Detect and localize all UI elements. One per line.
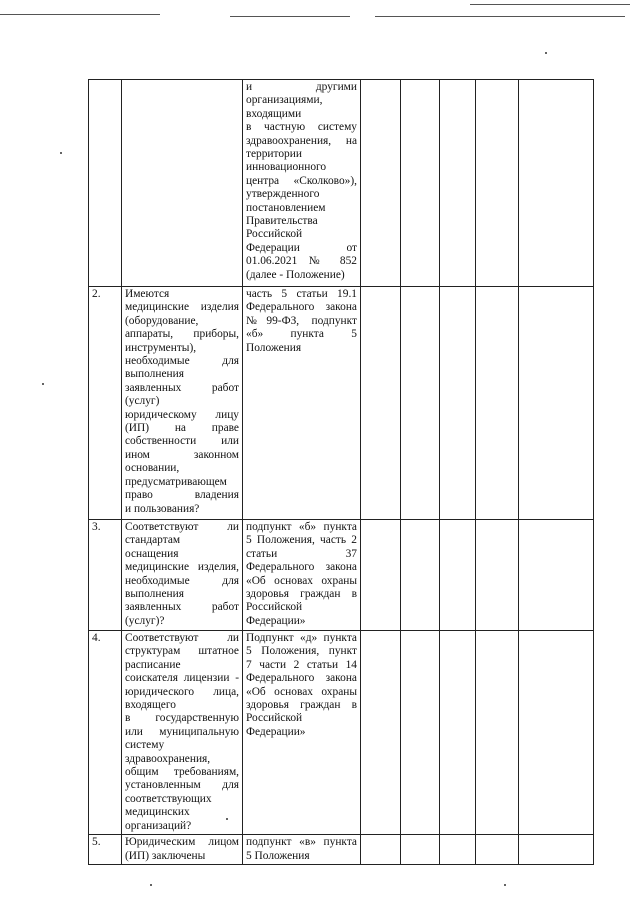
row-number: 3. xyxy=(89,520,122,631)
question-line: соискателя лицензии - xyxy=(125,672,239,685)
question-line: право владения xyxy=(125,489,239,502)
empty-answer-cell xyxy=(519,287,594,520)
row-number: 4. xyxy=(89,631,122,835)
question-line: аппараты, приборы, xyxy=(125,328,239,341)
requirement-question xyxy=(122,287,243,520)
question-line: (ИП) на праве xyxy=(125,422,239,435)
question-line: соответствующих xyxy=(125,792,212,805)
question-line: структурам штатное xyxy=(125,645,239,658)
question-line: необходимые для xyxy=(125,574,239,587)
question-line: (услуг)? xyxy=(125,614,165,627)
question-line: (услуг) xyxy=(125,395,160,408)
reference-line: подпункт «б» пункта xyxy=(246,521,357,533)
empty-answer-cell xyxy=(361,520,401,631)
reference-line: Федерации от xyxy=(246,241,357,254)
reference-line: Федерального закона xyxy=(246,561,357,574)
empty-answer-cell xyxy=(401,631,440,835)
empty-answer-cell xyxy=(519,520,594,631)
question-line: заявленных работ xyxy=(125,601,239,614)
question-line: выполнения xyxy=(125,588,184,601)
reference-line: подпункт «в» пункта xyxy=(246,836,357,849)
table-row xyxy=(89,287,594,520)
empty-answer-cell xyxy=(401,287,440,520)
reference-line: входящими xyxy=(246,107,302,120)
requirement-question xyxy=(122,520,243,631)
question-line: Соответствуют ли xyxy=(125,521,239,533)
empty-answer-cell xyxy=(361,835,401,865)
question-line: в государственную xyxy=(125,712,239,725)
reference-line: Положения xyxy=(246,341,302,354)
question-line: входящего xyxy=(125,699,176,712)
requirement-question xyxy=(122,631,243,835)
reference-line: центра «Сколково»), xyxy=(246,174,357,187)
empty-answer-cell xyxy=(476,631,519,835)
reference-line: в частную систему xyxy=(246,121,357,134)
question-line: ином законном xyxy=(125,448,239,461)
reference-line: территории xyxy=(246,148,302,161)
reference-line: организациями, xyxy=(246,94,323,107)
empty-answer-cell xyxy=(361,631,401,835)
legal-reference xyxy=(243,287,361,520)
scan-speck xyxy=(60,152,62,154)
empty-answer-cell xyxy=(361,287,401,520)
empty-answer-cell xyxy=(440,631,476,835)
question-line: или муниципальную xyxy=(125,725,239,738)
empty-answer-cell xyxy=(401,520,440,631)
question-line: выполнения xyxy=(125,368,184,381)
reference-line: №99-ФЗ, подпункт xyxy=(246,314,357,327)
empty-answer-cell xyxy=(476,835,519,865)
empty-answer-cell xyxy=(401,835,440,865)
reference-line: 01.06.2021 № 852 xyxy=(246,255,357,268)
requirements-table xyxy=(88,79,594,865)
reference-line: часть 5 статьи 19.1 xyxy=(246,288,357,300)
scan-artifact-line xyxy=(0,14,160,15)
row-number: 5. xyxy=(89,835,122,865)
reference-line: «Об основах охраны xyxy=(246,685,357,698)
question-line: (оборудование, xyxy=(125,314,199,327)
legal-reference xyxy=(243,835,361,865)
legal-reference xyxy=(243,631,361,835)
legal-reference xyxy=(243,80,361,287)
reference-line: Федерального закона xyxy=(246,301,357,314)
table-row xyxy=(89,520,594,631)
empty-answer-cell xyxy=(440,80,476,287)
requirement-question xyxy=(122,835,243,865)
table-body xyxy=(89,80,594,865)
question-line: юридическому лицу xyxy=(125,408,239,421)
question-line: инструменты), xyxy=(125,341,197,354)
reference-line: утвержденного xyxy=(246,188,320,201)
reference-line: и другими xyxy=(246,81,357,93)
reference-line: здоровья граждан в xyxy=(246,588,357,601)
empty-answer-cell xyxy=(440,520,476,631)
question-line: медицинские изделия xyxy=(125,301,239,314)
empty-answer-cell xyxy=(476,287,519,520)
scan-speck xyxy=(150,884,152,886)
question-line: Соответствуют ли xyxy=(125,632,239,644)
reference-line: постановлением xyxy=(246,201,326,214)
scan-artifact-line xyxy=(375,16,625,17)
question-line: и пользования? xyxy=(125,502,200,515)
scan-speck xyxy=(42,383,44,385)
question-line: Юридическим лицом xyxy=(125,836,239,849)
reference-line: «Об основах охраны xyxy=(246,574,357,587)
empty-answer-cell xyxy=(361,80,401,287)
empty-answer-cell xyxy=(440,835,476,865)
empty-answer-cell xyxy=(519,80,594,287)
scan-speck xyxy=(504,884,506,886)
reference-line: 5 Положения, пункт xyxy=(246,645,357,658)
empty-answer-cell xyxy=(440,287,476,520)
empty-answer-cell xyxy=(476,520,519,631)
question-line: юридического лица, xyxy=(125,685,239,698)
question-line: установленным для xyxy=(125,779,239,792)
reference-line: Правительства xyxy=(246,215,318,228)
row-number: 2. xyxy=(89,287,122,520)
question-line: медицинских xyxy=(125,806,190,819)
empty-answer-cell xyxy=(401,80,440,287)
reference-line: Федерации» xyxy=(246,614,306,627)
question-line: необходимые для xyxy=(125,355,239,368)
question-line: стандартам xyxy=(125,534,181,547)
reference-line: 7 части 2 статьи 14 xyxy=(246,658,357,671)
reference-line: (далее - Положение) xyxy=(246,268,345,281)
question-line: оснащения xyxy=(125,547,179,560)
question-line: (ИП) заключены xyxy=(125,849,206,862)
reference-line: инновационного xyxy=(246,161,327,174)
question-line: предусматривающем xyxy=(125,475,227,488)
reference-line: 5 Положения, часть 2 xyxy=(246,534,357,547)
question-line: организаций? xyxy=(125,819,192,832)
table-row xyxy=(89,835,594,865)
reference-line: Российской xyxy=(246,228,303,241)
reference-line: 5 Положения xyxy=(246,849,310,862)
question-line: заявленных работ xyxy=(125,381,239,394)
question-line: основании, xyxy=(125,462,180,475)
table-row xyxy=(89,80,594,287)
question-line: медицинские изделия, xyxy=(125,561,239,574)
reference-line: Российской xyxy=(246,601,303,614)
reference-line: «б» пункта 5 xyxy=(246,328,357,341)
question-line: здравоохранения, xyxy=(125,752,211,765)
reference-line: здравоохранения, на xyxy=(246,134,357,147)
question-line: расписание xyxy=(125,658,181,671)
question-line: собственности или xyxy=(125,435,239,448)
scan-artifact-line xyxy=(230,16,350,17)
reference-line: Федерации» xyxy=(246,725,306,738)
reference-line: Федерального закона xyxy=(246,672,357,685)
row-number xyxy=(89,80,122,287)
question-line: систему xyxy=(125,739,165,752)
reference-line: здоровья граждан в xyxy=(246,699,357,712)
empty-answer-cell xyxy=(519,835,594,865)
scan-artifact-line xyxy=(470,4,630,5)
empty-answer-cell xyxy=(476,80,519,287)
legal-reference xyxy=(243,520,361,631)
question-line: Имеются xyxy=(125,288,170,300)
empty-answer-cell xyxy=(519,631,594,835)
table-row xyxy=(89,631,594,835)
question-line: общим требованиям, xyxy=(125,766,239,779)
reference-line: Подпункт «д» пункта xyxy=(246,632,357,644)
requirement-question xyxy=(122,80,243,287)
reference-line: статьи 37 xyxy=(246,547,357,560)
reference-line: Российской xyxy=(246,712,303,725)
scan-speck xyxy=(545,52,547,54)
